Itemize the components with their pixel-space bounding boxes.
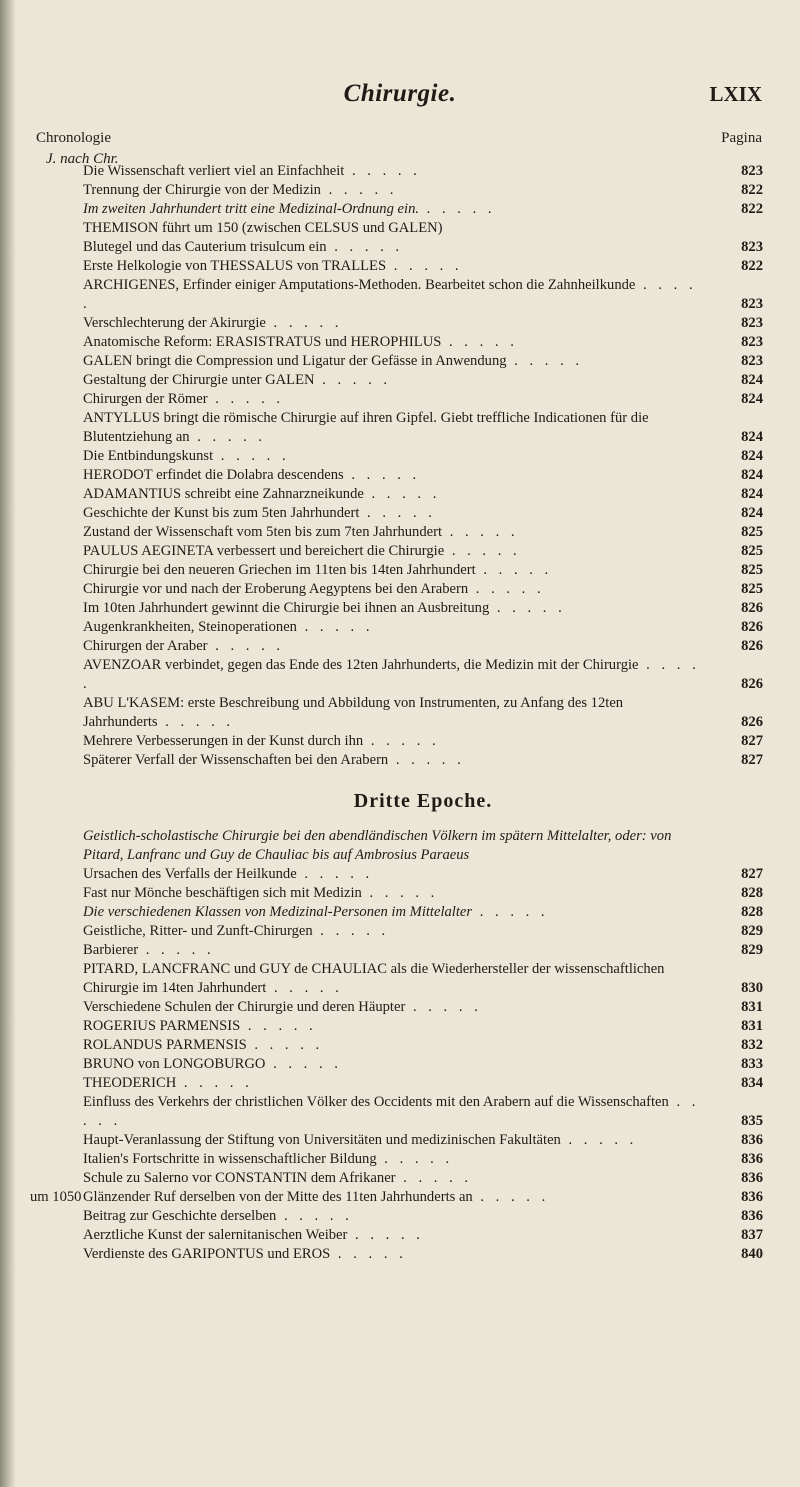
leader-dots: . . . . . bbox=[296, 866, 374, 882]
toc-entry-text: Italien's Fortschritte in wissenschaftlicher Bildung bbox=[83, 1151, 377, 1167]
toc-page-number: 823 bbox=[741, 353, 763, 369]
toc-entry bbox=[83, 200, 763, 219]
toc-entry bbox=[83, 409, 763, 447]
toc-entry-text: PITARD, LANCFRANC und GUY de CHAULIAC als die Wiederhersteller der wissenschaftlichen Chirurgie im 14ten Jahrhundert bbox=[83, 961, 665, 996]
toc-entry-text: Schule zu Salerno vor CONSTANTIN dem Afrikaner bbox=[83, 1170, 396, 1186]
toc-page-number: 831 bbox=[741, 999, 763, 1015]
toc-page-number: 823 bbox=[741, 334, 763, 350]
leader-dots: . . . . . bbox=[296, 619, 374, 635]
toc-entry bbox=[83, 561, 763, 580]
leader-dots: . . . . . bbox=[489, 600, 566, 616]
toc-entry bbox=[83, 371, 763, 390]
toc-entry bbox=[83, 542, 763, 561]
toc-page-number: 823 bbox=[741, 315, 763, 331]
page-edge-shadow bbox=[0, 0, 16, 1487]
toc-entry-text: Chirurgen der Araber bbox=[83, 638, 208, 654]
toc-page-number: 835 bbox=[741, 1113, 763, 1129]
toc-page-number: 825 bbox=[741, 543, 763, 559]
toc-entry-text: Geschichte der Kunst bis zum 5ten Jahrhundert bbox=[83, 505, 360, 521]
leader-dots: . . . . . bbox=[246, 1037, 324, 1053]
toc-entry-text: Einfluss des Verkehrs der christlichen Völker des Occidents mit den Arabern auf die Wissenschaften bbox=[83, 1094, 669, 1110]
toc-page-number: 830 bbox=[741, 980, 763, 996]
toc-entry bbox=[83, 1036, 763, 1055]
toc-page-number: 824 bbox=[741, 391, 763, 407]
toc-page-number: 836 bbox=[741, 1189, 763, 1205]
toc-page-number: 822 bbox=[741, 258, 763, 274]
toc-page-number: 836 bbox=[741, 1170, 763, 1186]
leader-dots: . . . . . bbox=[405, 999, 482, 1015]
folio: LXIX bbox=[709, 82, 762, 106]
toc-entry bbox=[83, 485, 763, 504]
toc-entry bbox=[83, 865, 763, 884]
toc-page-number: 825 bbox=[741, 581, 763, 597]
running-head bbox=[0, 80, 800, 120]
toc-entry-text: Gestaltung der Chirurgie unter GALEN bbox=[83, 372, 315, 388]
toc-page-number: 822 bbox=[741, 182, 763, 198]
toc-page-number: 827 bbox=[741, 733, 763, 749]
toc-entry-text: Ursachen des Verfalls der Heilkunde bbox=[83, 866, 297, 882]
toc-entry-text: Blutegel und das Cauterium trisulcum ein bbox=[83, 239, 327, 255]
toc-entry bbox=[83, 447, 763, 466]
toc-page-number: 840 bbox=[741, 1246, 763, 1262]
toc-page-number: 836 bbox=[741, 1208, 763, 1224]
toc-page-number: 827 bbox=[741, 752, 763, 768]
leader-dots: . . . . . bbox=[265, 1056, 342, 1072]
toc-entry-text: Die Entbindungskunst bbox=[83, 448, 214, 464]
toc-entry bbox=[83, 694, 763, 732]
leader-dots: . . . . . bbox=[343, 467, 421, 483]
leader-dots: . . . . . bbox=[472, 904, 549, 920]
leader-dots: . . . . . bbox=[83, 657, 700, 692]
toc-entry bbox=[83, 352, 763, 371]
leader-dots: . . . . . bbox=[347, 1227, 424, 1243]
leader-dots: . . . . . bbox=[419, 201, 496, 217]
leader-dots: . . . . . bbox=[441, 334, 518, 350]
toc-page-number: 826 bbox=[741, 676, 763, 692]
leader-dots: . . . . . bbox=[376, 1151, 454, 1167]
toc-entry bbox=[83, 504, 763, 523]
leader-dots: . . . . . bbox=[83, 277, 697, 312]
leader-dots: . . . . . bbox=[213, 448, 290, 464]
toc-entry-text: HERODOT erfindet die Dolabra descendens bbox=[83, 467, 344, 483]
toc-part-1 bbox=[30, 162, 763, 1264]
toc-entry bbox=[83, 181, 763, 200]
toc-entry-text: Aerztliche Kunst der salernitanischen Weiber bbox=[83, 1227, 348, 1243]
toc-page-number: 824 bbox=[741, 467, 763, 483]
toc-entry-text: Beitrag zur Geschichte derselben bbox=[83, 1208, 277, 1224]
toc-entry bbox=[83, 1131, 763, 1150]
toc-page-number: 823 bbox=[741, 239, 763, 255]
toc-entry bbox=[83, 1074, 763, 1093]
leader-dots: . . . . . bbox=[363, 733, 440, 749]
toc-entry bbox=[83, 884, 763, 903]
leader-dots: . . . . . bbox=[138, 942, 215, 958]
chronologie-label: Chronologie bbox=[36, 130, 111, 146]
toc-entry-text: Trennung der Chirurgie von der Medizin bbox=[83, 182, 321, 198]
leader-dots: . . . . . bbox=[320, 182, 398, 198]
leader-dots: . . . . . bbox=[361, 885, 439, 901]
toc-entry bbox=[83, 922, 763, 941]
toc-page-number: 831 bbox=[741, 1018, 763, 1034]
toc-entry bbox=[83, 903, 763, 922]
toc-entry-text: PAULUS AEGINETA verbessert und bereichert die Chirurgie bbox=[83, 543, 445, 559]
toc-entry-text: Verschlechterung der Akirurgie bbox=[83, 315, 266, 331]
toc-page-number: 826 bbox=[741, 600, 763, 616]
leader-dots: . . . . . bbox=[472, 1189, 550, 1205]
leader-dots: . . . . . bbox=[83, 1094, 700, 1129]
toc-page-number: 827 bbox=[741, 866, 763, 882]
toc-page-number: 829 bbox=[741, 942, 763, 958]
toc-entry bbox=[83, 238, 763, 257]
toc-page-number: 833 bbox=[741, 1056, 763, 1072]
leader-dots: . . . . . bbox=[314, 372, 392, 388]
leader-dots: . . . . . bbox=[359, 505, 436, 521]
toc-page-number: 824 bbox=[741, 486, 763, 502]
toc-entry bbox=[83, 1169, 763, 1188]
toc-entry bbox=[83, 656, 763, 694]
leader-dots: . . . . . bbox=[344, 163, 421, 179]
toc-page-number: 824 bbox=[741, 429, 763, 445]
toc-entry bbox=[83, 1150, 763, 1169]
toc-entry bbox=[83, 219, 763, 238]
toc-entry bbox=[83, 314, 763, 333]
toc-entry bbox=[83, 390, 763, 409]
toc-entry-text: Die Wissenschaft verliert viel an Einfachheit bbox=[83, 163, 345, 179]
leader-dots: . . . . . bbox=[266, 980, 343, 996]
leader-dots: . . . . . bbox=[506, 353, 584, 369]
toc-entry-text: Späterer Verfall der Wissenschaften bei den Arabern bbox=[83, 752, 389, 768]
leader-dots: . . . . . bbox=[207, 391, 285, 407]
toc-entry-text: ABU L'KASEM: erste Beschreibung und Abbildung von Instrumenten, zu Anfang des 12ten Jahrhunderts bbox=[83, 695, 624, 730]
toc-entry bbox=[83, 1017, 763, 1036]
toc-entry bbox=[83, 523, 763, 542]
toc-entry bbox=[83, 618, 763, 637]
toc-entry-text: ADAMANTIUS schreibt eine Zahnarzneikunde bbox=[83, 486, 364, 502]
margin-year-note: um 1050 bbox=[30, 1189, 82, 1205]
toc-entry-text: Glänzender Ruf derselben von der Mitte des 11ten Jahrhunderts an bbox=[83, 1189, 473, 1205]
toc-entry-text: Chirurgie bei den neueren Griechen im 11ten bis 14ten Jahrhundert bbox=[83, 562, 476, 578]
toc-entry-text: Die verschiedenen Klassen von Medizinal-Personen im Mittelalter bbox=[83, 904, 473, 920]
section-heading: Dritte Epoche. bbox=[353, 790, 493, 812]
toc-entry-text: Augenkrankheiten, Steinoperationen bbox=[83, 619, 297, 635]
toc-page-number: 824 bbox=[741, 505, 763, 521]
toc-page-number: 826 bbox=[741, 714, 763, 730]
toc-page-number: 837 bbox=[741, 1227, 763, 1243]
toc-entry bbox=[83, 941, 763, 960]
toc-entry-text: Anatomische Reform: ERASISTRATUS und HEROPHILUS bbox=[83, 334, 442, 350]
toc-entry-text: AVENZOAR verbindet, gegen das Ende des 12ten Jahrhunderts, die Medizin mit der Chirurgie bbox=[83, 657, 639, 673]
toc-entry-text: ROLANDUS PARMENSIS bbox=[83, 1037, 247, 1053]
toc-entry bbox=[83, 1245, 763, 1264]
leader-dots: . . . . . bbox=[265, 315, 343, 331]
toc-entry-text: Chirurgie vor und nach der Eroberung Aegyptens bei den Arabern bbox=[83, 581, 469, 597]
toc-entry-text: Im 10ten Jahrhundert gewinnt die Chirurgie bei ihnen an Ausbreitung bbox=[83, 600, 490, 616]
toc-page-number: 836 bbox=[741, 1132, 763, 1148]
leader-dots: . . . . . bbox=[312, 923, 390, 939]
toc-page-number: 825 bbox=[741, 562, 763, 578]
toc-entry-text: GALEN bringt die Compression und Ligatur der Gefässe in Anwendung bbox=[83, 353, 507, 369]
year-label: J. nach Chr. bbox=[46, 151, 119, 167]
toc-entry-text: ANTYLLUS bringt die römische Chirurgie auf ihren Gipfel. Giebt treffliche Indicationen für die Blutentziehung an bbox=[83, 410, 649, 445]
leader-dots: . . . . . bbox=[330, 1246, 407, 1262]
toc-entry-text: Verschiedene Schulen der Chirurgie und deren Häupter bbox=[83, 999, 406, 1015]
toc-page-number: 824 bbox=[741, 372, 763, 388]
leader-dots: . . . . . bbox=[444, 543, 521, 559]
toc-entry bbox=[83, 1055, 763, 1074]
toc-page-number: 826 bbox=[741, 638, 763, 654]
leader-dots: . . . . . bbox=[388, 752, 465, 768]
pagina-label: Pagina bbox=[721, 130, 762, 146]
toc-entry bbox=[83, 276, 763, 314]
toc-page-number: 832 bbox=[741, 1037, 763, 1053]
toc-entry-text: Im zweiten Jahrhundert tritt eine Medizinal-Ordnung ein. bbox=[83, 201, 420, 217]
toc-entry bbox=[83, 162, 763, 181]
toc-page-number: 834 bbox=[741, 1075, 763, 1091]
leader-dots: . . . . . bbox=[176, 1075, 253, 1091]
leader-dots: . . . . . bbox=[157, 714, 235, 730]
leader-dots: . . . . . bbox=[395, 1170, 473, 1186]
toc-page-number: 826 bbox=[741, 619, 763, 635]
toc-entry-text: ARCHIGENES, Erfinder einiger Amputations-Methoden. Bearbeitet schon die Zahnheilkunde bbox=[83, 277, 636, 293]
leader-dots: . . . . . bbox=[560, 1132, 638, 1148]
leader-dots: . . . . . bbox=[363, 486, 441, 502]
toc-entry-text: Zustand der Wissenschaft vom 5ten bis zum 7ten Jahrhundert bbox=[83, 524, 443, 540]
toc-entry bbox=[83, 732, 763, 751]
leader-dots: . . . . . bbox=[475, 562, 553, 578]
toc-entry bbox=[83, 333, 763, 352]
toc-entry-text: Haupt-Veranlassung der Stiftung von Universitäten und medizinischen Fakultäten bbox=[83, 1132, 561, 1148]
leader-dots: . . . . . bbox=[207, 638, 285, 654]
toc-entry-text: Barbierer bbox=[83, 942, 139, 958]
toc-page-number: 825 bbox=[741, 524, 763, 540]
toc-entry-text: Verdienste des GARIPONTUS und EROS bbox=[83, 1246, 331, 1262]
toc-entry-text: THEODERICH bbox=[83, 1075, 177, 1091]
toc-entry bbox=[83, 1207, 763, 1226]
toc-page-number: 836 bbox=[741, 1151, 763, 1167]
toc-entry bbox=[30, 1188, 763, 1207]
toc-entry-text: Fast nur Mönche beschäftigen sich mit Medizin bbox=[83, 885, 362, 901]
toc-entry bbox=[83, 1093, 763, 1131]
toc-entry bbox=[83, 466, 763, 485]
toc-entry-text: BRUNO von LONGOBURGO bbox=[83, 1056, 266, 1072]
toc-entry-text: Chirurgen der Römer bbox=[83, 391, 208, 407]
toc-page-number: 824 bbox=[741, 448, 763, 464]
toc-entry bbox=[83, 599, 763, 618]
toc-entry-text: Mehrere Verbesserungen in der Kunst durch ihn bbox=[83, 733, 364, 749]
toc-page-number: 828 bbox=[741, 904, 763, 920]
page-title: Chirurgie. bbox=[343, 80, 457, 107]
leader-dots: . . . . . bbox=[468, 581, 545, 597]
toc-page-number: 828 bbox=[741, 885, 763, 901]
leader-dots: . . . . . bbox=[240, 1018, 317, 1034]
toc-entry bbox=[83, 580, 763, 599]
leader-dots: . . . . . bbox=[442, 524, 519, 540]
toc-entry bbox=[83, 751, 763, 770]
toc-page-number: 823 bbox=[741, 296, 763, 312]
leader-dots: . . . . . bbox=[276, 1208, 353, 1224]
toc-entry bbox=[83, 637, 763, 656]
toc-entry bbox=[83, 960, 763, 998]
leader-dots: . . . . . bbox=[189, 429, 267, 445]
toc-page-number: 829 bbox=[741, 923, 763, 939]
toc-entry-text: Geistliche, Ritter- und Zunft-Chirurgen bbox=[83, 923, 313, 939]
toc-entry-text: Erste Helkologie von THESSALUS von TRALLES bbox=[83, 258, 387, 274]
toc-page-number: 822 bbox=[741, 201, 763, 217]
toc-entry-text: ROGERIUS PARMENSIS bbox=[83, 1018, 241, 1034]
toc-page-number: 823 bbox=[741, 163, 763, 179]
leader-dots: . . . . . bbox=[326, 239, 404, 255]
toc-entry-text: THEMISON führt um 150 (zwischen CELSUS und GALEN) bbox=[83, 220, 443, 236]
leader-dots: . . . . . bbox=[386, 258, 463, 274]
section-intro: Geistlich-scholastische Chirurgie bei den abendländischen Völkern im spätern Mittelalter, oder: von Pitard, Lanfranc und Guy de Chauliac bis auf Ambrosius Paraeus bbox=[83, 828, 672, 863]
toc-entry bbox=[83, 1226, 763, 1245]
toc-entry bbox=[83, 998, 763, 1017]
toc-entry bbox=[83, 257, 763, 276]
